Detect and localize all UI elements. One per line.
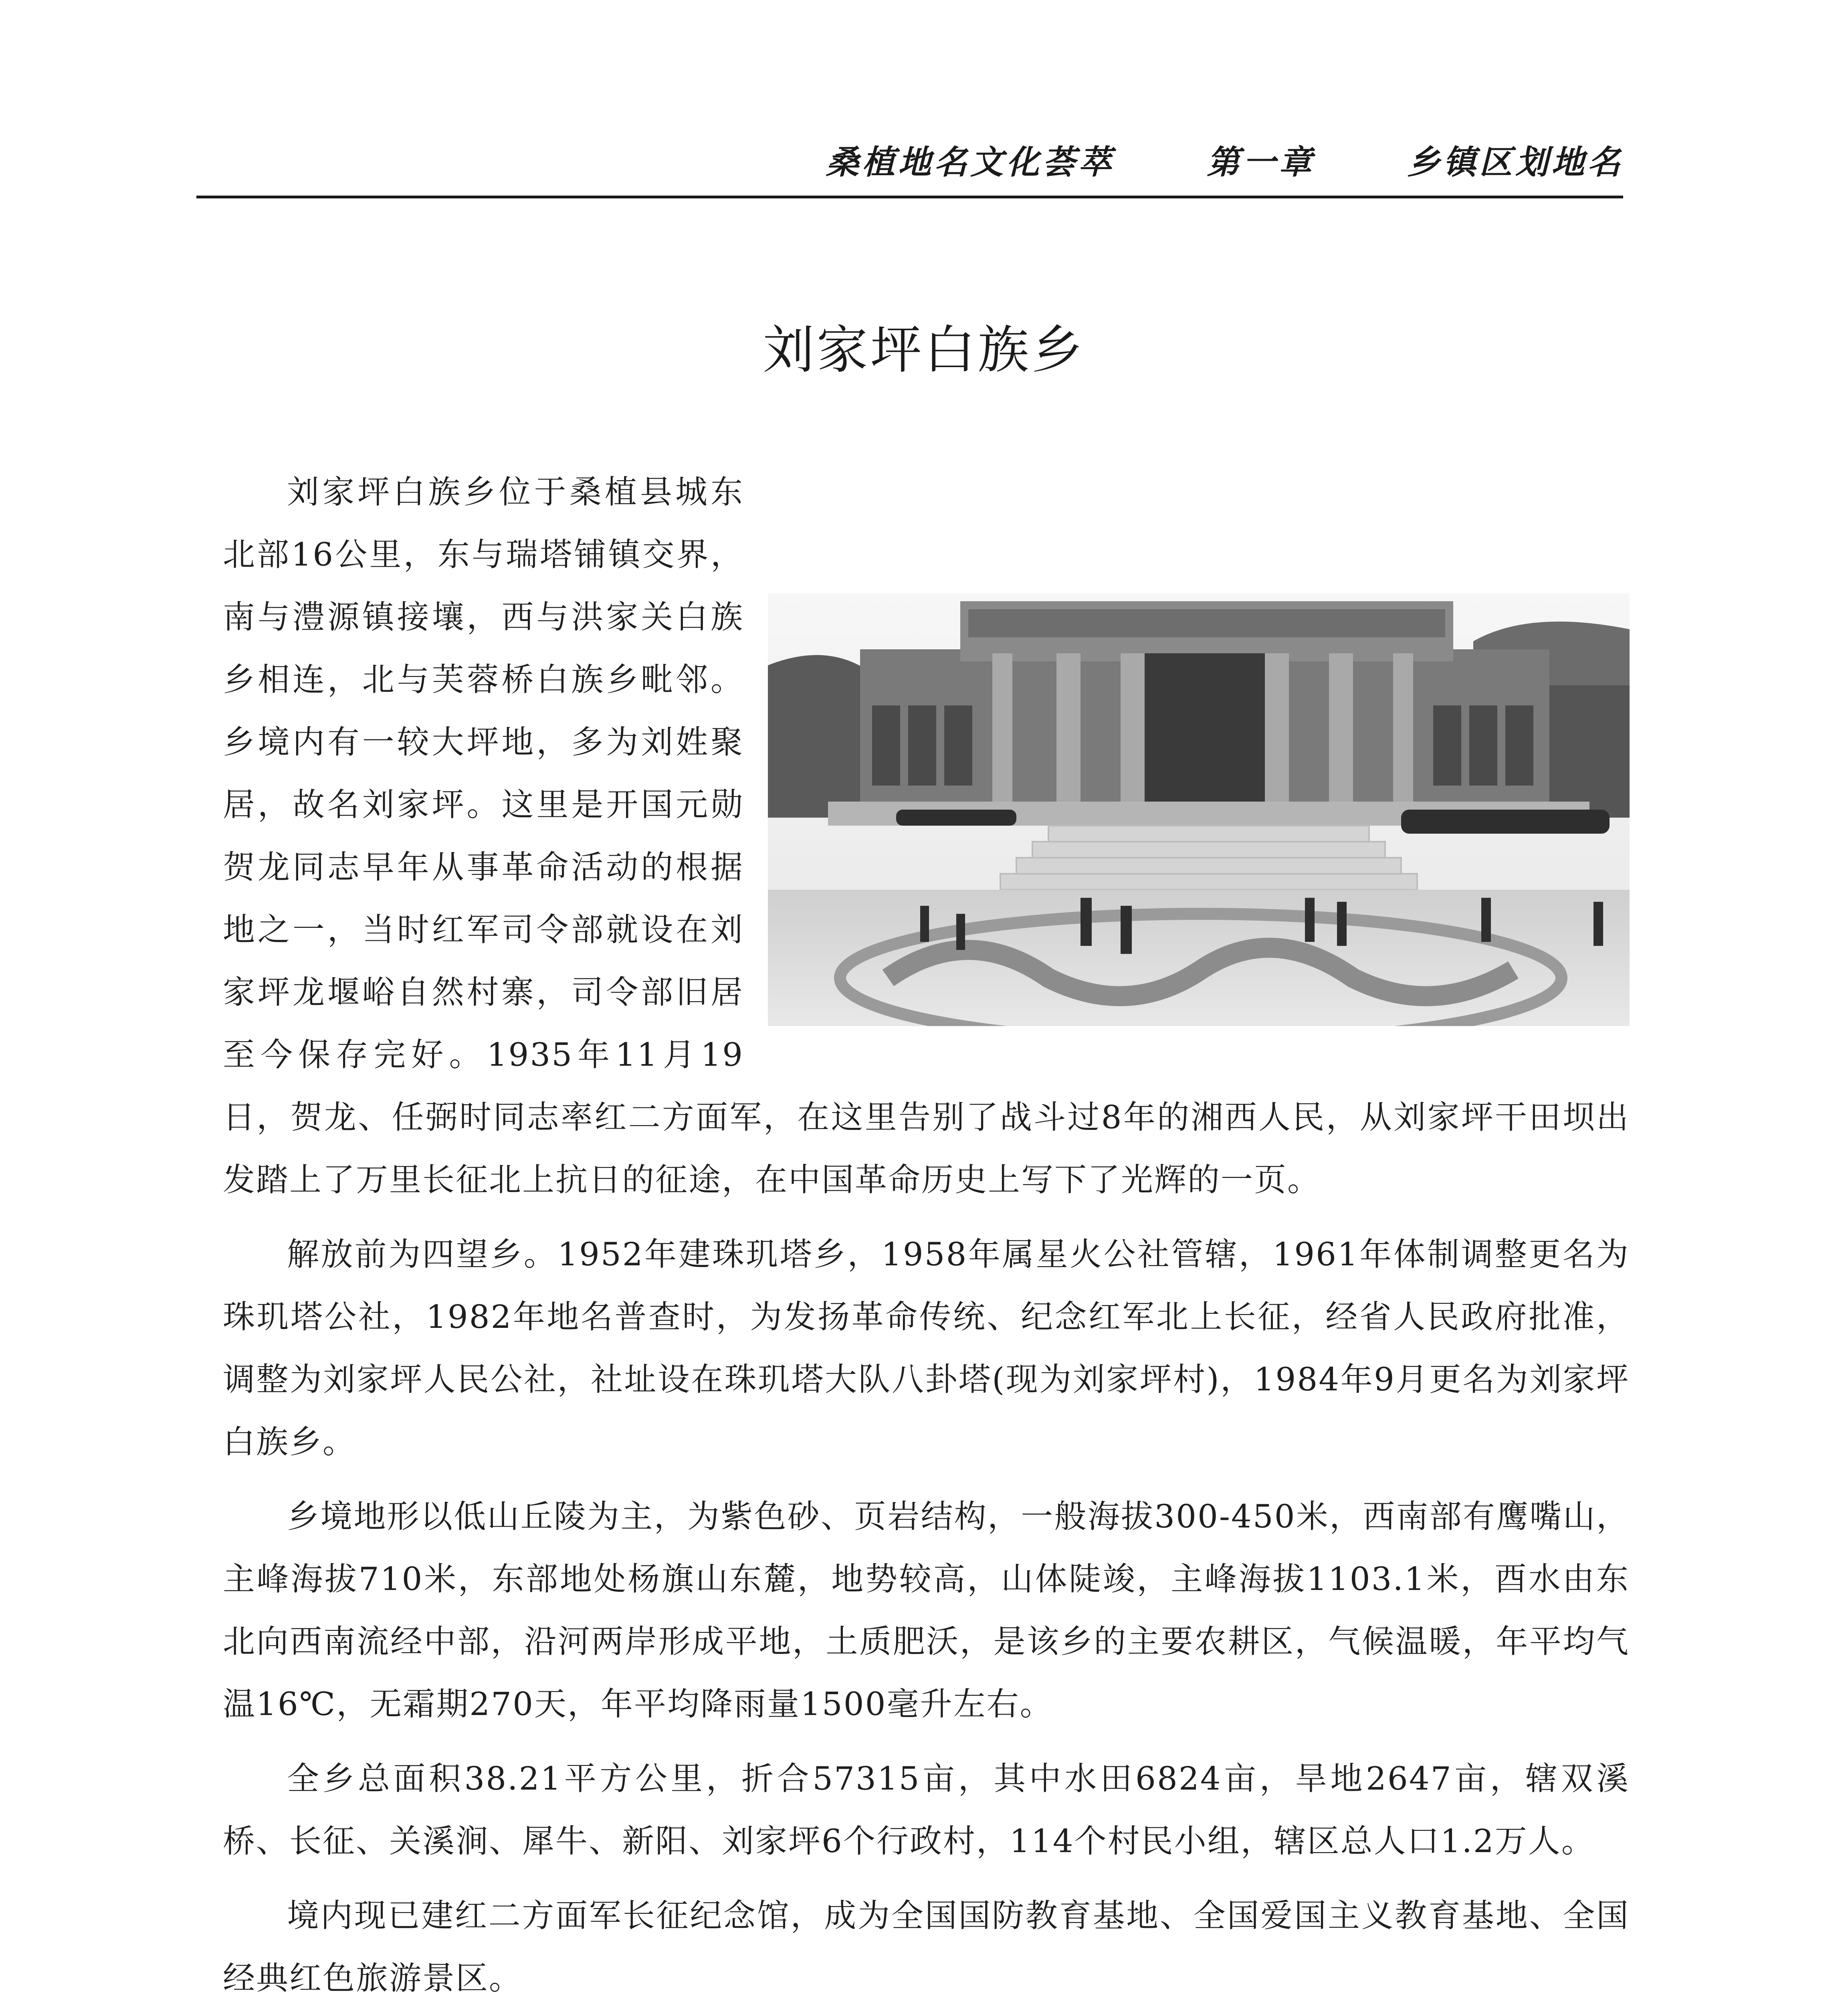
header-rule: [196, 196, 1623, 198]
header-chapter: 第一章: [1207, 143, 1315, 182]
running-header: [826, 136, 1624, 183]
paragraph-area: 全乡总面积38.21平方公里，折合57315亩，其中水田6824亩，旱地2647亩，辖双溪桥、长征、关溪涧、犀牛、新阳、刘家坪6个行政村，114个村民小组，辖区总人口1.2万人。: [223, 1760, 1630, 1860]
paragraph-location: 刘家坪白族乡位于桑植县城东北部16公里，东与瑞塔铺镇交界，南与澧源镇接壤，西与洪家关白族乡相连，北与芙蓉桥白族乡毗邻。乡境内有一较大坪地，多为刘姓聚居，故名刘家坪。这里是开国元勋贺龙同志早年从事革命活动的根据地之一，当时红军司令部就设在刘家坪龙堰峪自然村寨，司令部旧居至今保存完好。1935年11月19日，贺龙、任弼时同志率红二方面军，在这里告别了战斗过8年的湘西人民，从刘家坪干田坝出发踏上了万里长征北上抗日的征途，在中国革命历史上写下了光辉的一页。: [223, 473, 1630, 1198]
body-text: [223, 461, 1630, 2004]
header-section: 乡镇区划地名: [1407, 143, 1624, 182]
memorial-hall-photo: [768, 593, 1630, 1026]
header-book-title: 桑植地名文化荟萃: [826, 143, 1115, 182]
memorial-hall-photo-icon: [768, 593, 1630, 1026]
paragraph-terrain: 乡境地形以低山丘陵为主，为紫色砂、页岩结构，一般海拔300-450米，西南部有鹰嘴山，主峰海拔710米，东部地处杨旗山东麓，地势较高，山体陡竣，主峰海拔1103.1米，酉水由东北向西南流经中部，沿河两岸形成平地，土质肥沃，是该乡的主要农耕区，气候温暖，年平均气温16℃，无霜期270天，年平均降雨量1500毫升左右。: [223, 1498, 1630, 1723]
paragraph-memorial: 境内现已建红二方面军长征纪念馆，成为全国国防教育基地、全国爱国主义教育基地、全国经典红色旅游景区。: [223, 1897, 1630, 1997]
page-title: 刘家坪白族乡: [763, 320, 1085, 380]
paragraph-history: 解放前为四望乡。1952年建珠玑塔乡，1958年属星火公社管辖，1961年体制调整更名为珠玑塔公社，1982年地名普查时，为发扬革命传统、纪念红军北上长征，经省人民政府批准，调整为刘家坪人民公社，社址设在珠玑塔大队八卦塔(现为刘家坪村)，1984年9月更名为刘家坪白族乡。: [223, 1236, 1630, 1461]
